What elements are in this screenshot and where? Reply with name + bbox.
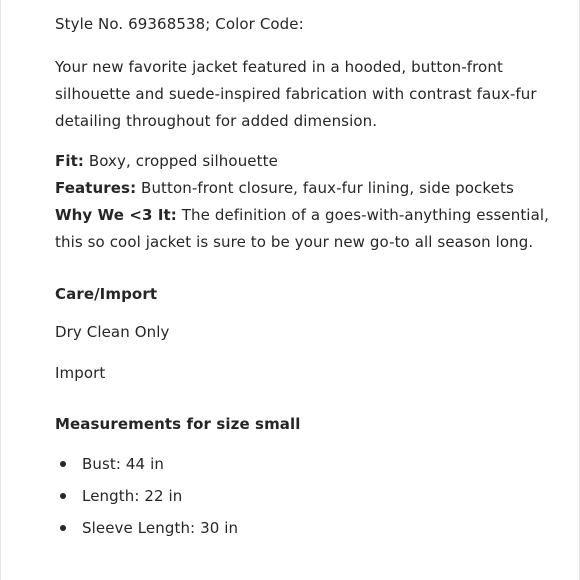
care-instruction: Dry Clean Only [55, 323, 170, 341]
fit-label: Fit: [55, 152, 84, 170]
product-description: Your new favorite jacket featured in a hooded, button-front silhouette and suede-inspired fabrication with contrast faux-fur detailing throughout for added dimension. [55, 58, 537, 130]
measurement-sleeve-length: Sleeve Length: 30 in [82, 519, 239, 537]
why-we-love-it-label: Why We <3 It: [55, 206, 177, 224]
features-attribute [55, 175, 575, 202]
list-item [55, 517, 575, 539]
measurement-length: Length: 22 in [82, 487, 183, 505]
features-value: Button-front closure, faux-fur lining, side pockets [136, 179, 514, 197]
fit-attribute [55, 148, 575, 175]
import-note: Import [55, 364, 106, 382]
measurements-heading: Measurements for size small [55, 415, 301, 433]
measurements-list [55, 453, 575, 539]
product-details [55, 13, 575, 549]
why-we-love-it-value: The definition of a goes-with-anything essential, this so cool jacket is sure to be your new go-to all season long. [55, 206, 550, 251]
features-label: Features: [55, 179, 137, 197]
why-we-love-it-attribute [55, 202, 575, 256]
measurement-bust: Bust: 44 in [82, 455, 164, 473]
care-import-heading: Care/Import [55, 285, 158, 303]
bullet-icon [60, 493, 66, 499]
list-item [55, 453, 575, 475]
product-attributes [55, 148, 575, 256]
fit-value: Boxy, cropped silhouette [83, 152, 278, 170]
bullet-icon [60, 461, 66, 467]
style-number-line: Style No. 69368538; Color Code: [55, 15, 304, 33]
bullet-icon [60, 525, 66, 531]
list-item [55, 485, 575, 507]
